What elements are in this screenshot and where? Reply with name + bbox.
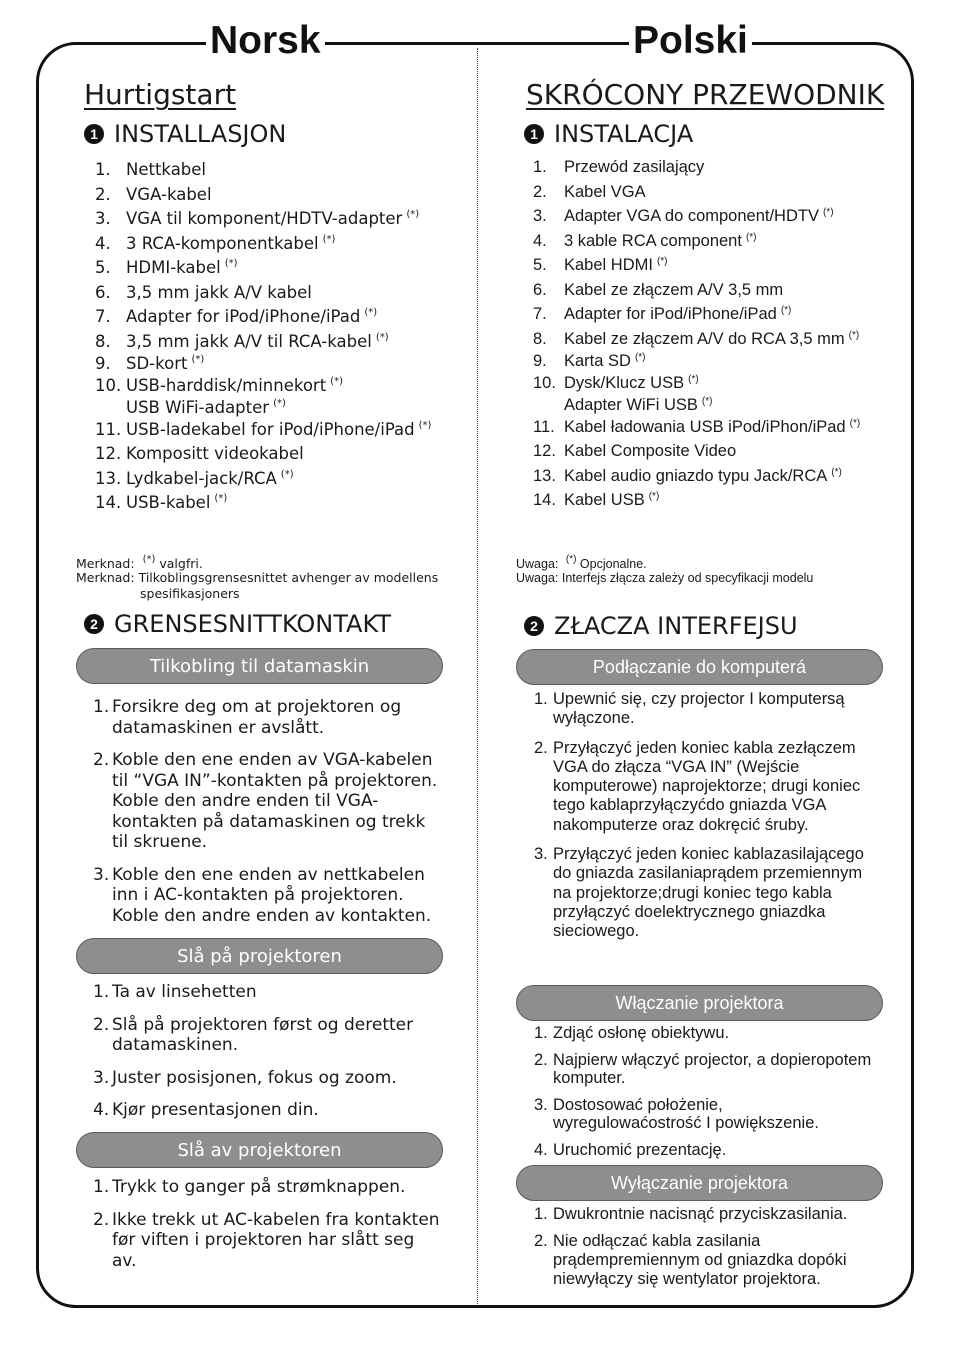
step-text: Trykk to ganger på strømknappen. <box>112 1177 406 1197</box>
power-on-bar: Slå på projektoren <box>76 938 443 974</box>
item-number: 13. <box>95 468 122 488</box>
step-item <box>534 1232 879 1289</box>
optional-mark: (*) <box>142 554 156 565</box>
step-item <box>534 1051 874 1088</box>
item-text: Adapter VGA do component/HDTV <box>564 207 819 225</box>
power-on-steps-list <box>534 1024 874 1159</box>
number-badge: 1 <box>84 124 104 144</box>
step-item <box>534 690 874 729</box>
page-title: Hurtigstart <box>84 78 237 111</box>
item-text: Kabel HDMI <box>564 256 653 274</box>
item-text: Kabel ze złączem A/V 3,5 mm <box>564 280 784 299</box>
note-interface <box>516 570 813 586</box>
item-text: 3 kable RCA component <box>564 231 742 250</box>
note-text: Interfejs złącza zależy od specyfikacji modelu <box>561 571 814 585</box>
item-number: 2. <box>95 184 111 204</box>
step-item <box>534 845 874 941</box>
item-text: USB-harddisk/minnekort <box>126 376 327 395</box>
power-off-bar: Slå av projektoren <box>76 1132 443 1168</box>
step-item <box>93 1100 443 1121</box>
step-item <box>93 697 443 738</box>
item-number: 10. <box>533 374 556 392</box>
step-text: Uruchomić prezentację. <box>553 1140 727 1159</box>
item-number: 14. <box>95 493 122 512</box>
parts-list-item <box>533 256 860 281</box>
optional-mark: (*) <box>701 395 713 407</box>
optional-mark: (*) <box>822 207 834 218</box>
parts-list-item <box>95 283 431 308</box>
item-number: 11. <box>95 420 122 439</box>
number-badge: 2 <box>84 614 104 634</box>
note-label: Merknad: <box>76 556 135 571</box>
item-number: 9. <box>533 352 547 370</box>
power-off-bar: Wyłączanie projektora <box>516 1165 883 1201</box>
step-text: Ta av linsehetten <box>112 982 257 1002</box>
item-text: HDMI-kabel <box>126 258 221 277</box>
item-number: 3. <box>533 207 547 225</box>
item-text: USB-ladekabel for iPod/iPhone/iPad <box>126 420 415 439</box>
optional-mark: (*) <box>322 233 336 245</box>
parts-list-item <box>533 352 860 374</box>
item-text: Lydkabel-jack/RCA <box>126 468 277 488</box>
parts-list <box>533 158 860 516</box>
step-item <box>534 1096 874 1133</box>
parts-list-item <box>95 209 431 234</box>
power-on-steps-list <box>93 982 443 1121</box>
step-item <box>93 1015 443 1056</box>
step-number: 4. <box>534 1140 548 1159</box>
step-item <box>534 1024 874 1043</box>
column-divider <box>477 48 478 1306</box>
optional-mark: (*) <box>848 329 860 341</box>
item-number <box>533 396 564 419</box>
item-text: USB-kabel <box>126 493 211 512</box>
step-number: 1. <box>93 697 110 717</box>
item-text: Kabel ładowania USB iPod/iPhon/iPad <box>564 418 846 436</box>
optional-mark: (*) <box>406 209 420 220</box>
parts-list-item <box>95 398 431 421</box>
step-number: 2. <box>534 738 548 757</box>
item-text: VGA-kabel <box>126 184 212 204</box>
parts-list-item <box>95 420 431 444</box>
parts-list-item <box>533 418 860 442</box>
parts-list-item <box>533 232 860 257</box>
step-item <box>93 982 443 1003</box>
note-text: valgfri. <box>159 556 203 571</box>
note-label: Uwaga: <box>516 557 559 571</box>
connect-steps-list <box>93 697 443 926</box>
step-text: Forsikre deg om at projektoren og datamaskinen er avslått. <box>112 697 402 738</box>
item-number: 3. <box>95 209 111 228</box>
parts-list-item <box>95 469 431 494</box>
item-number: 4. <box>533 231 547 250</box>
item-text: Kabel ze złączem A/V do RCA 3,5 mm <box>564 329 845 348</box>
parts-list-item <box>95 493 431 518</box>
connect-computer-bar: Tilkobling til datamaskin <box>76 648 443 684</box>
parts-list <box>95 160 431 518</box>
item-number: 5. <box>95 258 111 277</box>
step-text: Nie odłączać kabla zasilania prądempremiennym od gniazdka dopóki niewyłączy się wentylator projektora. <box>553 1232 847 1288</box>
item-text: Kabel USB <box>564 491 645 509</box>
step-number: 1. <box>93 1177 110 1197</box>
item-text: 3,5 mm jakk A/V kabel <box>126 282 312 302</box>
page-title: SKRÓCONY PRZEWODNIK <box>526 78 885 111</box>
optional-mark: (*) <box>831 466 842 478</box>
step-text: Przyłączyć jeden koniec kablazasilającego do gniazda zasilaniaprądem przemiennym na projektorze;drugi koniec tego kabla przyłączyć doelektrycznego gniazdka sieciowego. <box>553 845 864 941</box>
step-number: 1. <box>534 1024 548 1042</box>
item-number: 11. <box>533 418 555 436</box>
parts-list-item <box>95 234 431 259</box>
parts-list-item <box>95 160 431 185</box>
parts-list-item <box>533 330 860 353</box>
optional-mark: (*) <box>656 256 668 267</box>
optional-mark: (*) <box>745 231 757 243</box>
step-number: 1. <box>534 1205 548 1223</box>
section-interface-title: ZŁACZA INTERFEJSU <box>554 612 798 640</box>
optional-mark: (*) <box>648 491 660 502</box>
item-number: 8. <box>95 331 111 351</box>
optional-mark: (*) <box>688 374 699 385</box>
parts-list-item <box>533 442 860 467</box>
step-number: 1. <box>93 982 110 1002</box>
parts-list-item <box>95 332 431 355</box>
parts-list-item <box>533 374 860 396</box>
note-text: Tilkoblingsgrensesnittet avhenger av modellens <box>138 570 439 585</box>
step-item <box>93 1177 443 1198</box>
item-text: Adapter for iPod/iPhone/iPad <box>564 305 777 323</box>
parts-list-item <box>533 396 860 419</box>
step-text: Koble den ene enden av VGA-kabelen til “VGA IN”-kontakten på projektoren. Koble den andre enden til VGA-kontakten på datamaskinen og trekk til skruene. <box>112 750 438 852</box>
item-number: 12. <box>533 442 556 460</box>
item-number: 5. <box>533 256 547 274</box>
step-text: Upewnić się, czy projector I komputersą wyłączone. <box>553 690 845 728</box>
item-number: 6. <box>533 280 547 299</box>
item-number: 7. <box>95 307 111 326</box>
note-interface <box>76 570 438 602</box>
item-number: 9. <box>95 354 111 373</box>
step-item <box>93 1210 443 1272</box>
item-text: Kabel audio gniazdo typu Jack/RCA <box>564 466 828 485</box>
step-item <box>93 865 443 927</box>
step-number: 2. <box>93 750 110 770</box>
item-text: Nettkabel <box>126 160 207 179</box>
parts-list-item <box>533 467 860 492</box>
optional-mark: (*) <box>375 331 389 343</box>
note-label: Merknad: <box>76 570 135 585</box>
item-text: Dysk/Klucz USB <box>564 374 685 392</box>
item-number: 10. <box>95 376 122 395</box>
step-number: 3. <box>93 1067 110 1088</box>
parts-list-item <box>533 183 860 208</box>
number-badge: 2 <box>524 616 544 636</box>
parts-list-item <box>533 207 860 232</box>
section-install-title: INSTALLASJON <box>114 120 287 148</box>
item-number: 4. <box>95 233 111 253</box>
item-text: Karta SD <box>564 352 631 370</box>
connect-steps-list <box>534 690 874 942</box>
optional-mark: (*) <box>224 258 238 269</box>
note-text-continued: spesifikasjoners <box>140 586 240 601</box>
parts-list-item <box>95 307 431 332</box>
step-item <box>93 750 443 853</box>
step-number: 2. <box>93 1014 110 1035</box>
item-text: SD-kort <box>126 354 188 373</box>
item-text: 3 RCA-komponentkabel <box>126 233 319 253</box>
step-text: Dwukrontnie nacisnąć przyciskzasilania. <box>553 1205 848 1223</box>
item-number: 13. <box>533 466 556 485</box>
optional-mark: (*) <box>565 554 577 565</box>
optional-mark: (*) <box>418 420 432 431</box>
item-number: 8. <box>533 329 547 348</box>
step-text: Najpierw włączyć projector, a dopieropotem komputer. <box>553 1050 872 1087</box>
note-label: Uwaga: <box>516 571 559 585</box>
item-text: Kompositt videokabel <box>126 444 304 463</box>
section-install-heading <box>84 120 286 148</box>
section-interface-heading <box>524 612 798 640</box>
section-install-title: INSTALACJA <box>554 120 694 148</box>
item-text: USB WiFi-adapter <box>126 397 270 417</box>
step-text: Zdjąć osłonę obiektywu. <box>553 1024 730 1042</box>
item-number <box>95 398 126 421</box>
optional-mark: (*) <box>634 352 646 363</box>
language-heading-polski: Polski <box>629 18 752 64</box>
step-number: 4. <box>93 1100 110 1120</box>
step-number: 3. <box>534 1095 548 1114</box>
step-text: Przyłączyć jeden koniec kabla zezłączem VGA do złącza “VGA IN” (Wejście komputerowe) naprojektorze; drugi koniec tego kablaprzyłączyćdo gniazda VGA nakomputerze oraz dokręcić śruby. <box>553 738 861 834</box>
parts-list-item <box>533 281 860 306</box>
section-install-heading <box>524 120 693 148</box>
optional-mark: (*) <box>849 418 861 429</box>
item-number: 1. <box>95 160 111 179</box>
step-text: Koble den ene enden av nettkabelen inn i AC-kontakten på projektoren. Koble den andre enden av kontakten. <box>112 864 432 926</box>
item-text: VGA til komponent/HDTV-adapter <box>126 209 403 228</box>
optional-mark: (*) <box>273 397 286 409</box>
item-text: Adapter for iPod/iPhone/iPad <box>126 307 361 326</box>
parts-list-item <box>95 185 431 210</box>
item-number: 12. <box>95 444 122 463</box>
optional-mark: (*) <box>214 493 228 504</box>
step-text: Juster posisjonen, fokus og zoom. <box>112 1067 397 1088</box>
step-number: 2. <box>93 1209 110 1230</box>
parts-list-item <box>95 354 431 376</box>
step-number: 2. <box>534 1232 548 1250</box>
item-text: 3,5 mm jakk A/V til RCA-kabel <box>126 331 372 351</box>
parts-list-item <box>95 258 431 283</box>
step-item <box>534 1205 879 1224</box>
power-off-steps-list <box>534 1205 879 1289</box>
item-number: 1. <box>533 158 547 176</box>
step-text: Dostosować położenie, wyregulowaćostrość I powiększenie. <box>553 1095 819 1132</box>
optional-mark: (*) <box>330 376 343 387</box>
item-text: Adapter WiFi USB <box>564 395 698 414</box>
step-text: Slå på projektoren først og deretter datamaskinen. <box>112 1014 414 1055</box>
power-off-steps-list <box>93 1177 443 1271</box>
connect-computer-bar: Podłączanie do komputerá <box>516 649 883 685</box>
parts-list-item <box>95 376 431 398</box>
power-on-bar: Włączanie projektora <box>516 985 883 1021</box>
note-text: Opcjonalne. <box>579 557 647 571</box>
step-number: 2. <box>534 1050 548 1069</box>
item-text: Kabel VGA <box>564 182 646 201</box>
step-item <box>534 739 874 835</box>
step-number: 3. <box>93 864 110 885</box>
optional-mark: (*) <box>191 354 205 365</box>
item-number: 14. <box>533 491 556 509</box>
note-optional <box>516 552 647 572</box>
note-optional <box>76 552 203 572</box>
item-number: 7. <box>533 305 547 323</box>
language-heading-norsk: Norsk <box>206 18 325 64</box>
parts-list-item <box>533 158 860 183</box>
step-text: Kjør presentasjonen din. <box>112 1100 319 1120</box>
step-text: Ikke trekk ut AC-kabelen fra kontakten før viften i projektoren har slått seg av. <box>112 1209 440 1271</box>
parts-list-item <box>95 444 431 469</box>
optional-mark: (*) <box>780 305 792 316</box>
parts-list-item <box>533 491 860 516</box>
optional-mark: (*) <box>280 468 294 480</box>
section-interface-title: GRENSESNITTKONTAKT <box>114 610 391 638</box>
section-interface-heading <box>84 610 391 638</box>
item-text: Przewód zasilający <box>564 158 705 176</box>
number-badge: 1 <box>524 124 544 144</box>
parts-list-item <box>533 305 860 330</box>
item-text: Kabel Composite Video <box>564 442 737 460</box>
step-number: 3. <box>534 845 548 864</box>
item-number: 2. <box>533 182 547 201</box>
step-item <box>93 1068 443 1089</box>
item-number: 6. <box>95 282 111 302</box>
optional-mark: (*) <box>364 307 378 318</box>
step-number: 1. <box>534 690 548 708</box>
step-item <box>534 1141 874 1160</box>
